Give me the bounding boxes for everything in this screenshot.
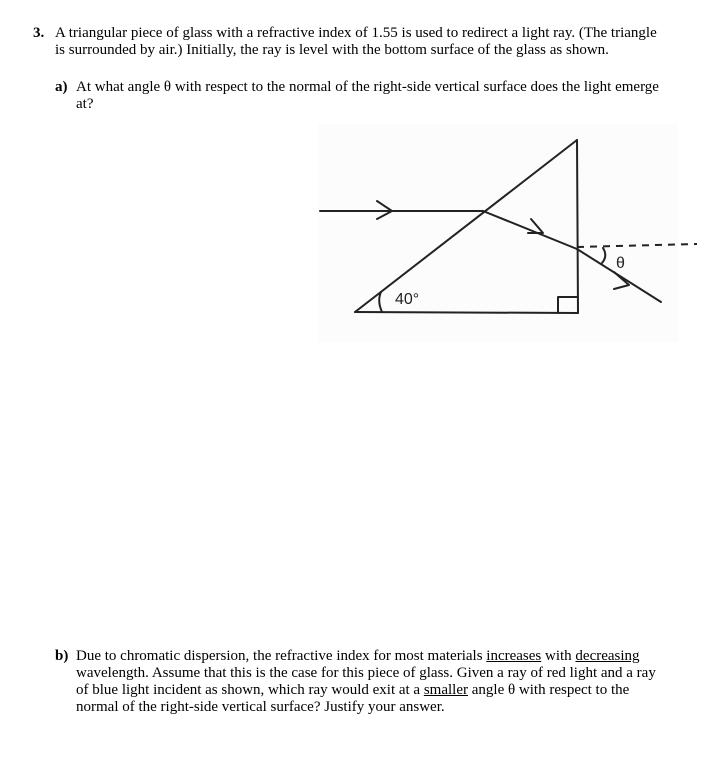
theta-arc [602, 248, 605, 263]
normal-dashed-line [577, 244, 697, 247]
prism-hypotenuse [355, 140, 577, 312]
prism-bottom [355, 312, 578, 313]
part-a-label: a) [55, 79, 68, 95]
underlined-smaller: smaller [423, 682, 468, 698]
part-a-text-line2: at? [76, 96, 94, 112]
part-b-text-line3: of blue light incident as shown, which ray would exit at a smaller angle θ with respect to the [76, 682, 630, 698]
angle-arc [379, 292, 382, 312]
part-b-text-line4: normal of the right-side vertical surface? Justify your answer. [76, 699, 445, 715]
part-b-text-line2: wavelength. Assume that this is the case for this piece of glass. Given a ray of red light and a ray [76, 665, 656, 681]
refracted-ray [483, 211, 577, 249]
part-b-text-line1: Due to chromatic dispersion, the refractive index for most materials increases with decreasing [76, 648, 640, 664]
question-text-line1: A triangular piece of glass with a refractive index of 1.55 is used to redirect a light ray. (The triangle [55, 25, 657, 41]
underlined-decreasing: decreasing [575, 648, 640, 664]
theta-label: θ [616, 255, 625, 272]
question-number: 3. [33, 25, 45, 41]
prism-right-side [577, 140, 578, 313]
underlined-increases: increases [486, 648, 542, 664]
part-a-text-line1: At what angle θ with respect to the normal of the right-side vertical surface does the light emerge [76, 79, 659, 95]
part-b-label: b) [55, 648, 69, 664]
question-text-line2: is surrounded by air.) Initially, the ray is level with the bottom surface of the glass as shown. [55, 42, 609, 58]
angle-40-label: 40° [395, 291, 420, 308]
right-angle-marker [558, 297, 578, 313]
